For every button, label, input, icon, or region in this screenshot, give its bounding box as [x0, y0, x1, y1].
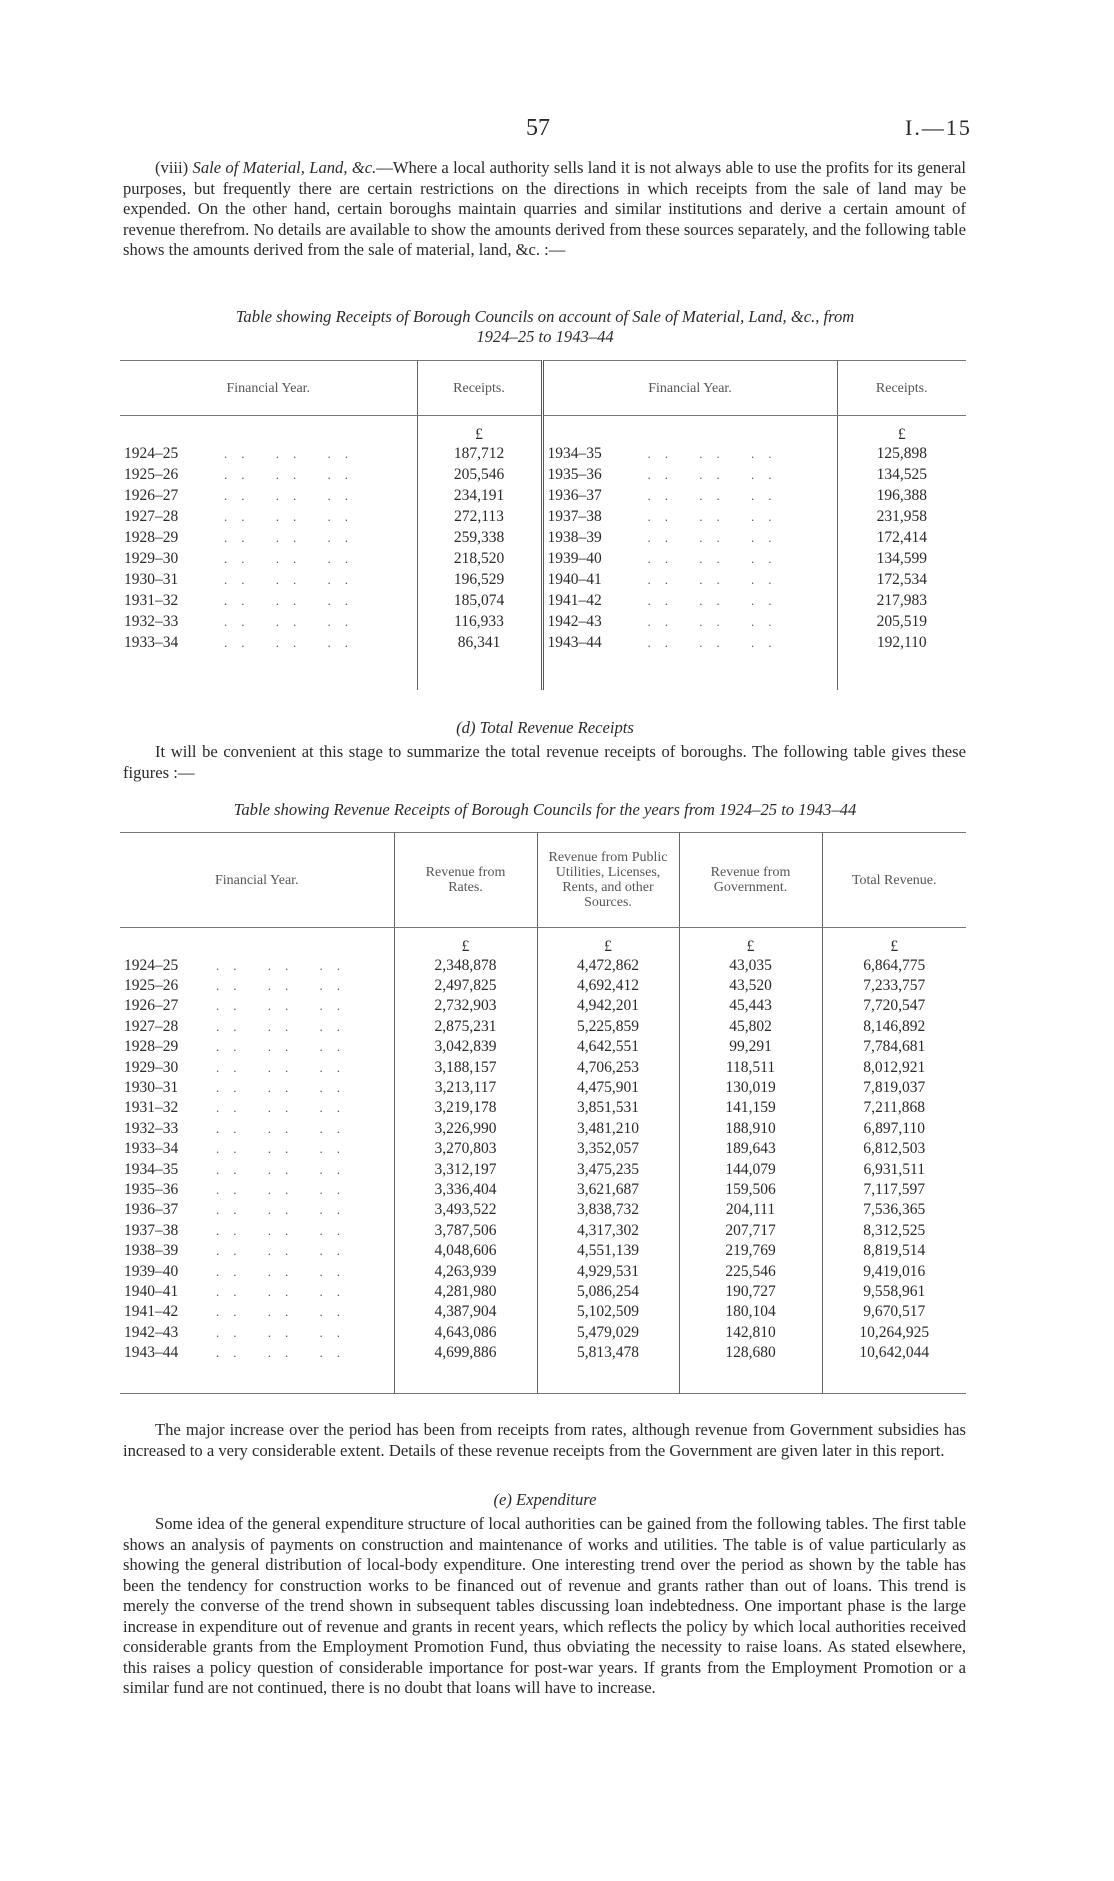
table2-rates-cell: 3,213,117 [394, 1078, 537, 1098]
table2-utilities-cell: 4,706,253 [537, 1057, 679, 1077]
table2-utilities-cell: 3,475,235 [537, 1159, 679, 1179]
table-row [120, 549, 966, 570]
table2-year: 1926–27 [124, 997, 179, 1015]
table1-receipts-left: 259,338 [417, 528, 542, 549]
table2-government-cell: 159,506 [679, 1180, 822, 1200]
table2-year: 1925–26 [124, 977, 179, 995]
table-row [120, 1159, 966, 1179]
leader-dots: .. .. .. [216, 1018, 354, 1034]
table1-caption-line1: Table showing Receipts of Borough Councils on account of Sale of Material, Land, &c., from [235, 307, 855, 326]
after-table2-paragraph: The major increase over the period has been from receipts from rates, although revenue from Government subsidies has increased to a very considerable extent. Details of these revenue receipts from the Government are given later in this report. [123, 1420, 966, 1460]
table2-rates-cell: 2,497,825 [394, 976, 537, 996]
table2-total-cell: 6,931,511 [863, 1160, 925, 1178]
table1-year-right: 1939–40 [547, 550, 602, 567]
leader-dots: .. .. .. [216, 1222, 354, 1238]
table-row [120, 633, 966, 654]
table-row [120, 612, 966, 633]
table2-year: 1930–31 [124, 1079, 179, 1097]
table1-receipts-left: 196,529 [417, 570, 542, 591]
table2-total-cell: 8,146,892 [863, 1017, 926, 1035]
table2-total-cell: 9,419,016 [863, 1262, 926, 1280]
table2-utilities-cell: 4,692,412 [537, 976, 679, 996]
leader-dots: .. .. .. [647, 467, 786, 482]
table2-government-cell: 225,546 [679, 1261, 822, 1281]
table-row [120, 976, 966, 996]
table1-receipts-left: 205,546 [417, 465, 542, 486]
table2-rates-cell: 3,787,506 [394, 1221, 537, 1241]
table2-rates-cell: 4,699,886 [394, 1343, 537, 1363]
table2-rates-cell: 3,226,990 [394, 1119, 537, 1139]
table1-year-left: 1926–27 [124, 487, 179, 504]
table2-total-cell: 7,784,681 [863, 1038, 926, 1056]
table2-government-cell: 99,291 [679, 1037, 822, 1057]
leader-dots: .. .. .. [216, 1141, 354, 1157]
section-d-paragraph: It will be convenient at this stage to summarize the total revenue receipts of boroughs. The following table gives these figures :— [123, 742, 966, 782]
table2-utilities-cell: 3,352,057 [537, 1139, 679, 1159]
table1-receipts-left: 86,341 [417, 633, 542, 654]
table1-year-left: 1925–26 [124, 466, 179, 483]
table2-year: 1933–34 [124, 1140, 179, 1158]
table-row [120, 1037, 966, 1057]
table1-currency-left: £ [417, 416, 542, 444]
leader-dots: .. .. .. [647, 551, 786, 566]
leader-dots: .. .. .. [224, 572, 362, 587]
table2-rates-cell: 4,263,939 [394, 1261, 537, 1281]
table2-government-cell: 142,810 [679, 1323, 822, 1343]
table2-header-government: Revenue from Government. [679, 833, 822, 928]
table2-government-cell: 219,769 [679, 1241, 822, 1261]
table2-rates-cell: 4,643,086 [394, 1323, 537, 1343]
leader-dots: .. .. .. [224, 509, 362, 524]
leader-dots: .. .. .. [216, 957, 354, 973]
table-row [120, 1221, 966, 1241]
leader-dots: .. .. .. [216, 1283, 354, 1299]
table2-rates-cell: 3,188,157 [394, 1057, 537, 1077]
table1-year-left: 1932–33 [124, 613, 179, 630]
leader-dots: .. .. .. [216, 1059, 354, 1075]
table1-year-left: 1933–34 [124, 634, 179, 651]
table2-year: 1941–42 [124, 1303, 179, 1321]
table2-utilities-cell: 5,479,029 [537, 1323, 679, 1343]
intro-paragraph [123, 158, 966, 261]
table1-year-right: 1934–35 [547, 445, 602, 462]
table1-receipts-right: 196,388 [876, 487, 927, 504]
table1-year-left: 1928–29 [124, 529, 179, 546]
table2-rates-cell: 2,875,231 [394, 1017, 537, 1037]
table2-government-cell: 43,035 [679, 956, 822, 976]
table-row [120, 1200, 966, 1220]
table2-total-cell: 10,642,044 [859, 1344, 930, 1362]
leader-dots: .. .. .. [216, 1120, 354, 1136]
table2-government-cell: 189,643 [679, 1139, 822, 1159]
table2-government-cell: 204,111 [679, 1200, 822, 1220]
table2-year: 1932–33 [124, 1119, 179, 1137]
table-row [120, 1119, 966, 1139]
table-row [120, 1261, 966, 1281]
table2-utilities-cell: 3,481,210 [537, 1119, 679, 1139]
table1-receipts-right: 192,110 [876, 634, 927, 651]
table1-receipts-right: 217,983 [876, 592, 927, 609]
table2-rates-cell: 2,348,878 [394, 956, 537, 976]
leader-dots: .. .. .. [224, 614, 362, 629]
section-d-heading: (d) Total Revenue Receipts [456, 718, 634, 737]
table2-year: 1936–37 [124, 1201, 179, 1219]
table2-caption: Table showing Revenue Receipts of Borough Councils for the years from 1924–25 to 1943–44 [233, 800, 857, 819]
table2-year: 1940–41 [124, 1282, 179, 1300]
table2-utilities-cell: 4,317,302 [537, 1221, 679, 1241]
leader-dots: .. .. .. [216, 1161, 354, 1177]
table2-utilities-cell: 5,086,254 [537, 1282, 679, 1302]
table2-government-cell: 118,511 [679, 1057, 822, 1077]
table2-rates-cell: 3,270,803 [394, 1139, 537, 1159]
table1-year-left: 1924–25 [124, 445, 179, 462]
table1-year-left: 1927–28 [124, 508, 179, 525]
table1-year-right: 1943–44 [547, 634, 602, 651]
leader-dots: .. .. .. [224, 593, 362, 608]
table2-total-cell: 8,312,525 [863, 1221, 926, 1239]
table-row [120, 1180, 966, 1200]
table2-currency-total: £ [890, 937, 899, 955]
leader-dots: .. .. .. [224, 446, 362, 461]
table2-rates-cell: 3,312,197 [394, 1159, 537, 1179]
table1-year-left: 1929–30 [124, 550, 179, 567]
table1-receipts-right: 172,534 [876, 571, 927, 588]
table2-year: 1931–32 [124, 1099, 179, 1117]
table1-receipts-left: 218,520 [417, 549, 542, 570]
table2-rates-cell: 3,493,522 [394, 1200, 537, 1220]
table-row [120, 1078, 966, 1098]
table1-receipts-left: 116,933 [417, 612, 542, 633]
table2-rates-cell: 3,219,178 [394, 1098, 537, 1118]
table2-rates-cell: 3,042,839 [394, 1037, 537, 1057]
table2-total-cell: 6,812,503 [863, 1140, 926, 1158]
leader-dots: .. .. .. [647, 488, 786, 503]
table1-receipts-right: 205,519 [876, 613, 927, 630]
page-number: 57 [526, 115, 550, 141]
table2-total-cell: 10,264,925 [859, 1323, 930, 1341]
table-row [120, 528, 966, 549]
table-row [120, 996, 966, 1016]
leader-dots: .. .. .. [647, 446, 786, 461]
table1-header-year-left: Financial Year. [120, 361, 417, 416]
table2-utilities-cell: 4,551,139 [537, 1241, 679, 1261]
table2-utilities-cell: 5,225,859 [537, 1017, 679, 1037]
table2-total-cell: 7,536,365 [863, 1201, 926, 1219]
table1-year-right: 1942–43 [547, 613, 602, 630]
table-row [120, 465, 966, 486]
table2-utilities-cell: 4,475,901 [537, 1078, 679, 1098]
table2-currency-government: £ [679, 928, 822, 956]
table2-government-cell: 43,520 [679, 976, 822, 996]
table1-header-year-right: Financial Year. [542, 361, 837, 416]
table-row [120, 1323, 966, 1343]
leader-dots: .. .. .. [224, 551, 362, 566]
leader-dots: .. .. .. [216, 1263, 354, 1279]
table2-year: 1939–40 [124, 1262, 179, 1280]
leader-dots: .. .. .. [224, 635, 362, 650]
table2-government-cell: 180,104 [679, 1302, 822, 1322]
table2-utilities-cell: 5,813,478 [537, 1343, 679, 1363]
table2-total-cell: 9,670,517 [863, 1303, 926, 1321]
table2-rates-cell: 4,281,980 [394, 1282, 537, 1302]
table-row [120, 444, 966, 465]
table2-government-cell: 128,680 [679, 1343, 822, 1363]
leader-dots: .. .. .. [216, 1039, 354, 1055]
table2-total-cell: 8,012,921 [863, 1058, 926, 1076]
table2-utilities-cell: 3,621,687 [537, 1180, 679, 1200]
table2-header-year: Financial Year. [120, 833, 394, 928]
table2-government-cell: 144,079 [679, 1159, 822, 1179]
table2-total-cell: 7,233,757 [863, 977, 926, 995]
table-row [120, 1241, 966, 1261]
table2-total-cell: 7,720,547 [863, 997, 926, 1015]
leader-dots: .. .. .. [216, 1202, 354, 1218]
table2-header-total: Total Revenue. [822, 833, 966, 928]
table-row [120, 1017, 966, 1037]
table1-year-right: 1937–38 [547, 508, 602, 525]
table-row [120, 1139, 966, 1159]
table2-year: 1928–29 [124, 1038, 179, 1056]
table2-government-cell: 207,717 [679, 1221, 822, 1241]
leader-dots: .. .. .. [216, 1100, 354, 1116]
table2-government-cell: 188,910 [679, 1119, 822, 1139]
table2-total-cell: 6,897,110 [863, 1119, 925, 1137]
table1-caption [110, 307, 980, 347]
table2-government-cell: 45,443 [679, 996, 822, 1016]
table1-caption-line2: 1924–25 to 1943–44 [476, 327, 614, 346]
section-e-paragraph: Some idea of the general expenditure structure of local authorities can be gained from the following tables. The first table shows an analysis of payments on construction and maintenance of works and utilities. The table is of value particularly as showing the general distribution of local-body expenditure. One interesting trend over the period as shown by the table has been the tendency for construction works to be financed out of revenue and grants rather than out of loans. This trend is merely the converse of the trend shown in subsequent tables discussing loan indebtedness. One important phase is the large increase in expenditure out of revenue and grants in recent years, which reflects the policy by which local authorities received considerable grants from the Employment Promotion Fund, thus obviating the necessity to raise loans. As stated elsewhere, this raises a policy question of considerable importance for post-war years. If grants from the Employment Promotion or a similar fund are not continued, there is no doubt that loans will have to increase. [123, 1514, 966, 1697]
leader-dots: .. .. .. [647, 572, 786, 587]
table-row [120, 956, 966, 976]
table-row [120, 570, 966, 591]
table1-receipts-left: 187,712 [417, 444, 542, 465]
table2-rates-cell: 2,732,903 [394, 996, 537, 1016]
leader-dots: .. .. .. [224, 467, 362, 482]
table2-year: 1935–36 [124, 1180, 179, 1198]
leader-dots: .. .. .. [647, 593, 786, 608]
table2-government-cell: 45,802 [679, 1017, 822, 1037]
table2-header-rates: Revenue from Rates. [394, 833, 537, 928]
table-row [120, 1098, 966, 1118]
table1-year-right: 1938–39 [547, 529, 602, 546]
table2-year: 1927–28 [124, 1017, 179, 1035]
table2-header-utilities: Revenue from Public Utilities, Licenses, Rents, and other Sources. [537, 833, 679, 928]
table2-year: 1934–35 [124, 1160, 179, 1178]
revenue-table [120, 832, 966, 1394]
table2-year: 1924–25 [124, 956, 179, 974]
leader-dots: .. .. .. [647, 530, 786, 545]
receipts-table [120, 360, 966, 690]
leader-dots: .. .. .. [216, 978, 354, 994]
table1-receipts-left: 272,113 [417, 507, 542, 528]
table1-year-right: 1940–41 [547, 571, 602, 588]
intro-lead-italic: Sale of Material, Land, &c. [192, 158, 377, 177]
table2-utilities-cell: 3,851,531 [537, 1098, 679, 1118]
document-reference: I.—15 [905, 115, 972, 140]
table2-utilities-cell: 4,642,551 [537, 1037, 679, 1057]
table2-total-cell: 8,819,514 [863, 1242, 926, 1260]
table1-year-right: 1935–36 [547, 466, 602, 483]
table2-utilities-cell: 4,929,531 [537, 1261, 679, 1281]
table2-currency-rates: £ [394, 928, 537, 956]
leader-dots: .. .. .. [216, 998, 354, 1014]
table1-receipts-right: 125,898 [876, 445, 927, 462]
table1-year-left: 1930–31 [124, 571, 179, 588]
table1-currency-right: £ [897, 425, 906, 443]
leader-dots: .. .. .. [216, 1080, 354, 1096]
section-e-heading: (e) Expenditure [493, 1490, 597, 1509]
leader-dots: .. .. .. [216, 1243, 354, 1259]
table-row [120, 1343, 966, 1363]
table1-receipts-left: 185,074 [417, 591, 542, 612]
table-row [120, 1057, 966, 1077]
table1-header-receipts-left: Receipts. [417, 361, 542, 416]
table1-year-left: 1931–32 [124, 592, 179, 609]
table2-currency-utilities: £ [537, 928, 679, 956]
table2-year: 1942–43 [124, 1323, 179, 1341]
leader-dots: .. .. .. [216, 1304, 354, 1320]
leader-dots: .. .. .. [647, 614, 786, 629]
table1-receipts-left: 234,191 [417, 486, 542, 507]
table-row [120, 1282, 966, 1302]
table2-year: 1929–30 [124, 1058, 179, 1076]
table2-rates-cell: 4,048,606 [394, 1241, 537, 1261]
table2-utilities-cell: 4,472,862 [537, 956, 679, 976]
table2-year: 1943–44 [124, 1344, 179, 1362]
table2-utilities-cell: 5,102,509 [537, 1302, 679, 1322]
table1-receipts-right: 231,958 [876, 508, 927, 525]
table2-rates-cell: 3,336,404 [394, 1180, 537, 1200]
table2-government-cell: 130,019 [679, 1078, 822, 1098]
leader-dots: .. .. .. [216, 1324, 354, 1340]
intro-lead-label: (viii) [155, 158, 189, 177]
table-row [120, 507, 966, 528]
table2-total-cell: 9,558,961 [863, 1282, 926, 1300]
table2-utilities-cell: 3,838,732 [537, 1200, 679, 1220]
leader-dots: .. .. .. [647, 509, 786, 524]
table2-year: 1937–38 [124, 1221, 179, 1239]
table2-total-cell: 7,117,597 [863, 1180, 925, 1198]
table1-receipts-right: 134,525 [876, 466, 927, 483]
table2-government-cell: 190,727 [679, 1282, 822, 1302]
table1-receipts-right: 134,599 [876, 550, 927, 567]
table2-utilities-cell: 4,942,201 [537, 996, 679, 1016]
table1-header-receipts-right: Receipts. [837, 361, 966, 416]
table-row [120, 591, 966, 612]
leader-dots: .. .. .. [224, 530, 362, 545]
table2-rates-cell: 4,387,904 [394, 1302, 537, 1322]
table2-year: 1938–39 [124, 1242, 179, 1260]
table2-total-cell: 6,864,775 [863, 956, 926, 974]
table-row [120, 1302, 966, 1322]
leader-dots: .. .. .. [216, 1345, 354, 1361]
table2-total-cell: 7,211,868 [863, 1099, 925, 1117]
leader-dots: .. .. .. [224, 488, 362, 503]
table1-receipts-right: 172,414 [876, 529, 927, 546]
table1-year-right: 1936–37 [547, 487, 602, 504]
leader-dots: .. .. .. [216, 1181, 354, 1197]
table2-total-cell: 7,819,037 [863, 1079, 926, 1097]
table-row [120, 486, 966, 507]
leader-dots: .. .. .. [647, 635, 786, 650]
table2-government-cell: 141,159 [679, 1098, 822, 1118]
table1-year-right: 1941–42 [547, 592, 602, 609]
intro-text: —Where a local authority sells land it is not always able to use the profits for its general purposes, but frequently there are certain restrictions on the directions in which receipts from the sale of land may be expended. On the other hand, certain boroughs maintain quarries and similar institutions and derive a certain amount of revenue therefrom. No details are available to show the amounts derived from these sources separately, and the following table shows the amounts derived from the sale of material, land, &c. :— [123, 158, 966, 259]
